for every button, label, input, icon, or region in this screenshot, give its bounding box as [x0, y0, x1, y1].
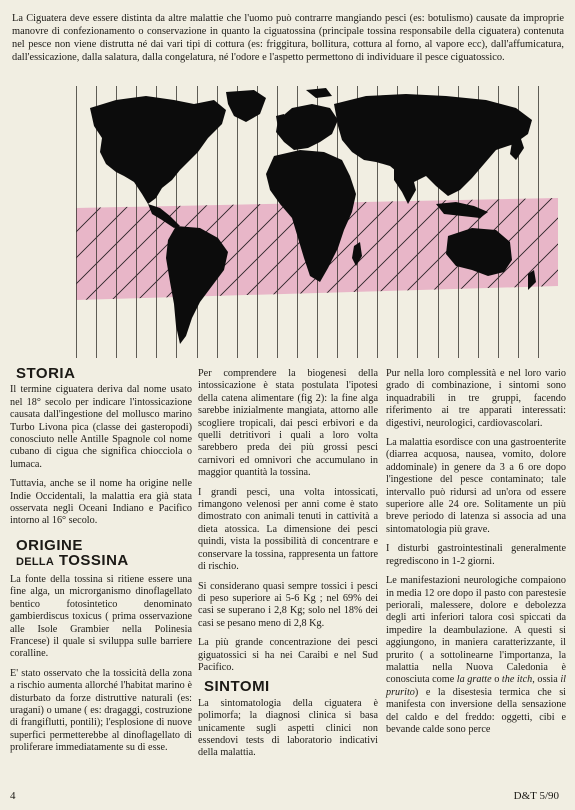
term-la-gratte: la gratte: [456, 674, 492, 686]
term-il-prurito: il prurito: [386, 674, 566, 698]
col3-p4-text-c: , ossia: [532, 674, 561, 686]
origine-heading-tossina: TOSSINA: [58, 551, 129, 569]
storia-paragraph-1: Il termine ciguatera deriva dal nome usato nel 18° secolo per indicare l'intossicazione causata dall'ingestione del mollusco marino Turbo Livona pica (classe dei gasteropodi) conosciuto nelle Antille Spagnole col nome cubano di cigua che significa chiocciola o lumaca.: [10, 384, 192, 470]
col2-paragraph-4: La più grande concentrazione dei pesci giguatossici si ha nei Caraibi e nel Sud Pacifico.: [198, 637, 378, 673]
origine-paragraph-1: La fonte della tossina si ritiene essere una fine alga, un microrganismo dinoflagellato bentico fotosintetico denominato gambierdiscus toxicus ( prima osservazione alle Isole Grambier nella Polinesia Francese) il quale si sviluppa sulle barriere coralline.: [10, 573, 192, 660]
world-map-figure: [76, 86, 558, 358]
column-2: [198, 368, 378, 767]
origine-heading-della: DELLA: [16, 555, 55, 568]
column-3: [386, 368, 566, 743]
col3-p4-text-a: Le manifestazioni neurologiche compaiono in media 12 ore dopo il pasto con parestesie periorali, malessere, dolore e debolezza degli arti inferiori talora così spiccati da impedire la deambulazione. A questi si aggiungono, in maniera caratterizzante, il prurito ( a sottolinearne l'importanza, la malattia nella Nuova Caledonia è conosciuta come: [386, 575, 566, 686]
col3-p4-text-d: ) e la disestesia termica che si manifesta con inversione della sensazione del caldo e del freddo: oggetti, cibi e bevande calde sono perce: [386, 686, 566, 735]
col3-paragraph-1: Pur nella loro complessità e nel loro vario grado di combinazione, i sintomi sono inquadrabili in tre gruppi, facendo riferimento ai tre apparati interessati: digestivi, neurologici, cardiovascolari.: [386, 368, 566, 429]
page-number: 4: [10, 790, 16, 802]
publication-issue: D&T 5/90: [513, 790, 559, 802]
term-the-itch: the itch: [501, 674, 533, 686]
col3-paragraph-3: I disturbi gastrointestinali generalmente regrediscono in 1-2 giorni.: [386, 543, 566, 567]
col3-paragraph-4: [386, 575, 566, 736]
col2-paragraph-2: I grandi pesci, una volta intossicati, rimangono velenosi per anni come è stato dimostrato con animali tenuti in cattività a dieta atossica. La dimensione dei pesci quindi, vista la possibilità di concentrare e conservare la tossina, rappresenta un fattore di rischio.: [198, 486, 378, 573]
world-map: [76, 86, 558, 358]
col3-p4-text-b: o: [491, 674, 502, 686]
storia-heading: STORIA: [16, 365, 76, 382]
column-1: [10, 365, 192, 762]
storia-paragraph-2: Tuttavia, anche se il nome ha origine nelle Indie Occidentali, la malattia era già stata osservata negli Oceani Indiano e Pacifico intorno al 16° secolo.: [10, 478, 192, 527]
col3-paragraph-2: La malattia esordisce con una gastroenterite (diarrea acquosa, nausea, vomito, dolore addominale) in genere da 3 a 6 ore dopo l'ingestione del pesce contaminato; tale intervallo può ridursi ad un'ora od essere superiore alle 24 ore. Solitamente un più breve periodo di latenza si associa ad una sintomatologia più grave.: [386, 437, 566, 535]
origine-heading: [16, 538, 192, 570]
sintomi-paragraph-1: La sintomatologia della ciguatera è polimorfa; la diagnosi clinica si basa unicamente sugli aspetti clinici non essendovi tests di laboratorio indicativi della malattia.: [198, 697, 378, 759]
origine-paragraph-2: E' stato osservato che la tossicità della zona a rischio aumenta allorché l'habitat marino è disturbato da forze distruttive naturali (es: uragani) o umane ( es: dragaggi, costruzione di frangiflutti, pontili); l'esplosione di nuove superfici permetterebbe al dinoflagellato di proliferare immediatamente su di esse.: [10, 667, 192, 754]
col2-paragraph-3: Si considerano quasi sempre tossici i pesci di peso superiore ai 5-6 Kg ; nel 69% dei casi se superano i 2,8 Kg; solo nel 18% dei casi se pesano meno di 2,8 Kg.: [198, 580, 378, 629]
intro-paragraph: La Ciguatera deve essere distinta da altre malattie che l'uomo può contrarre mangiando pesci (es: botulismo) causate da improprie manovre di confezionamento o conservazione in quanto la ciguatossina (principale tossina responsabile della ciguatera) contenuta nel pesce non viene distrutta né dai vari tipi di cottura (es: friggitura, bollitura, cottura al forno, al vapore ecc), dall'affumicatura, dall'essicazione, dalla salatura, dalla congelatura, né l'odore e l'aspetto permettono di individuare il pesce ciguatossico.: [12, 13, 564, 63]
sintomi-heading: SINTOMI: [204, 678, 270, 696]
col2-paragraph-1: Per comprendere la biogenesi della intossicazione è stata postulata l'ipotesi della catena alimentare (fig 2): la fine alga sarebbe inizialmente mangiata, attorno alle scogliere tropicali, dai pesci erbivori e da quelli detritivori i quali a loro volta sarebbero preda dei più grossi pesci carnivori ed omnivori che accumulano in maggior quantità la tossina.: [198, 368, 378, 479]
origine-heading-line1: ORIGINE: [16, 536, 83, 554]
